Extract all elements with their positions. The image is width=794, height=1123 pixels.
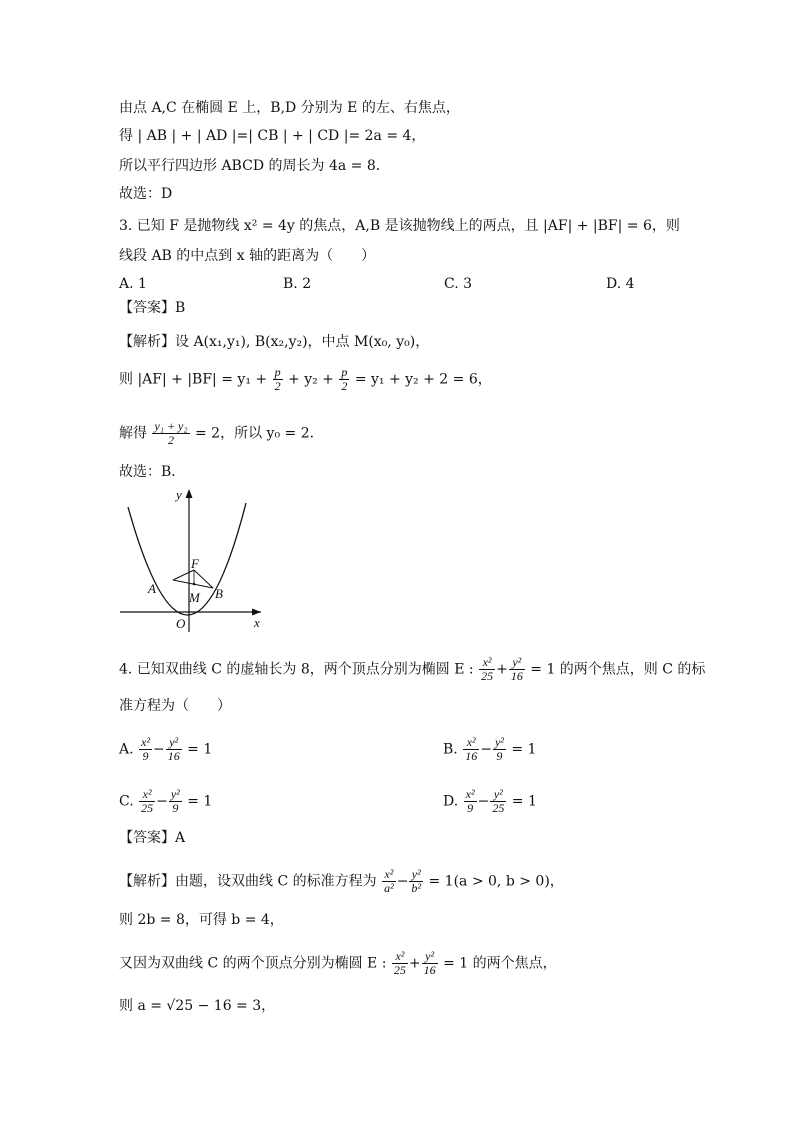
- point-M: [193, 583, 196, 586]
- fraction-p-over-2: $\frac{p}{2}$: [274, 365, 281, 393]
- label-A: A: [148, 581, 156, 596]
- line-2: 得 | AB | + | AD |=| CB | + | CD |= 2a = 4，: [119, 128, 426, 144]
- parabola-graph: [118, 485, 268, 635]
- question-4-line-2: 准方程为（ ）: [119, 698, 231, 714]
- q3-solution-1: 【解析】设 A(x₁,y₁), B(x₂,y₂)，中点 M(x₀, y₀)，: [119, 334, 430, 350]
- line-1: 由点 A,C 在椭圆 E 上，B,D 分别为 E 的左、右焦点，: [119, 100, 460, 116]
- fraction-x2-over-25: $\frac{\text{x²}}{25}$: [481, 655, 494, 683]
- text: = 1 的两个焦点，则 C 的标: [530, 661, 706, 678]
- q4-option-d: D. $\frac{\text{x²}}{9}$ − $\frac{\text{y²}}{25}$ = 1: [443, 787, 537, 815]
- label-x: x: [254, 615, 260, 630]
- text: 则 |AF| + |BF| = y₁ +: [119, 371, 268, 388]
- q3-option-a: A. 1: [119, 276, 147, 292]
- text: 解得: [119, 425, 147, 442]
- text: = y₁ + y₂ + 2 = 6，: [354, 371, 492, 388]
- label-y: y: [176, 487, 182, 502]
- label-F: F: [191, 556, 199, 571]
- question-4-line-1: 4. 已知双曲线 C 的虚轴长为 8，两个顶点分别为椭圆 E : $\frac{\text{x²}}{25}$ + $\frac{\text{y²}}{16}$ = 1 的两个焦点，则 C 的标: [119, 655, 706, 683]
- y-axis-arrow-icon: [186, 489, 193, 498]
- q4-solution-3: 又因为双曲线 C 的两个顶点分别为椭圆 E : $\frac{\text{x²}}{25}$ + $\frac{\text{y²}}{16}$ = 1 的两个焦点，: [119, 949, 557, 977]
- q4-answer: 【答案】A: [119, 830, 186, 846]
- q3-option-c: C. 3: [444, 276, 473, 292]
- text: + y₂ +: [288, 371, 334, 388]
- q3-selection: 故选：B．: [119, 464, 186, 480]
- label-M: M: [189, 590, 200, 605]
- label-O: O: [176, 616, 186, 631]
- fraction-y1-plus-y2-over-2: $\frac{\text{y₁ + y₂}}{2}$: [154, 419, 188, 447]
- q4-option-c: C. $\frac{\text{x²}}{25}$ − $\frac{\text{y²}}{9}$ = 1: [119, 787, 213, 815]
- label-B: B: [215, 586, 223, 601]
- line-3: 所以平行四边形 ABCD 的周长为 4a = 8．: [119, 158, 390, 174]
- q4-option-a: A. $\frac{\text{x²}}{9}$ − $\frac{\text{y²}}{16}$ = 1: [119, 735, 213, 763]
- q4-solution-1: 【解析】由题，设双曲线 C 的标准方程为 $\frac{\text{x²}}{\text{a²}}$ − $\frac{\text{y²}}{\text{b²}}$ = 1(a > 0, b > 0)，: [119, 867, 564, 895]
- q4-option-b: B. $\frac{\text{x²}}{16}$ − $\frac{\text{y²}}{9}$ = 1: [443, 735, 537, 763]
- q3-solution-2: [119, 366, 492, 393]
- parabola-curve: [128, 503, 246, 615]
- q4-solution-2: 则 2b = 8，可得 b = 4，: [119, 912, 284, 928]
- line-4: 故选：D: [119, 186, 173, 202]
- segment-AF: [173, 570, 194, 580]
- q3-option-b: B. 2: [283, 276, 312, 292]
- fraction-p-over-2: $\frac{p}{2}$: [341, 365, 348, 393]
- q3-option-d: D. 4: [606, 276, 635, 292]
- q3-answer: 【答案】B: [119, 300, 186, 316]
- question-3-line-2: 线段 AB 的中点到 x 轴的距离为（ ）: [119, 248, 376, 264]
- q3-solution-3: [119, 420, 324, 447]
- q4-solution-4: 则 a = √25 − 16 = 3，: [119, 998, 276, 1014]
- fraction-y2-over-16: $\frac{\text{y²}}{16}$: [510, 655, 523, 683]
- segment-FB: [194, 570, 213, 588]
- text: = 2，所以 y₀ = 2．: [195, 425, 324, 442]
- text: 4. 已知双曲线 C 的虚轴长为 8，两个顶点分别为椭圆 E :: [119, 661, 474, 678]
- question-3-line-1: 3. 已知 F 是抛物线 x² = 4y 的焦点，A,B 是该抛物线上的两点，且 |AF| + |BF| = 6，则: [119, 218, 680, 234]
